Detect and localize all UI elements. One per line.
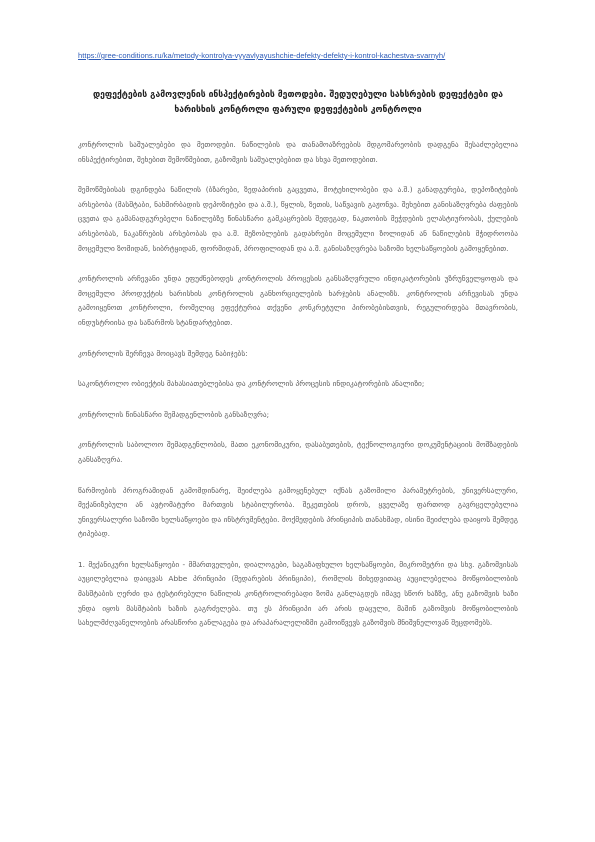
paragraph: კონტროლის არჩევანი უნდა ეფუძნებოდეს კონტროლის პროცესის განსაზღვრული ინდიკატორების უზრუნველყოფას და მოცემული პროდუქტის ხარისხის კონტროლის განხორციელების ხარჯების ანალიზს. კონტროლის არჩევისას უნდა გამოიყენოთ კონტროლი, რომელიც ეფექტურია თქვენი კონკრეტული პირობებისთვის, რეგულირდება მთავრობის, ინდუსტრიისა და საწარმოს სტანდარტებით. — [78, 274, 518, 327]
document-title: დეფექტების გამოვლენის ინსპექტირების მეთოდები. შედუღებული სახსრების დეფექტები და ხარისხის კონტროლი ფარული დეფექტების კონტროლი — [92, 90, 504, 115]
paragraph: კონტროლის საბოლოო შემადგენლობის, მათი ეკონომიკური, დასაბუთების, ტექნოლოგიური დოკუმენტაციის მოშზადების განსაზღვრა. — [78, 440, 518, 464]
paragraph: 1. მექანიკური ხელსაწყოები - მმართველები, დიალოგები, საგაზაფხულო ხელსაწყოები, მიკრომეტრი და სხვ. გაზომვისას აუცილებელია დაიცვას Abbe პრინციპი (შედარების პრინციპი), რომლის მიხედვითაც აუცილებელია მოწყობილობის მასშტაბის ღერძი და ტესტირებული ნაწილის კონტროლირებადი ზომა განლაგდეს იმავე სწორ ხაზზე, ანუ გაზომვის ხაზი უნდა იყოს მასშტაბის ხაზის გაგრძელება. თუ ეს პრინციპი არ არის დაცული, მაშინ გაზომვის მოწყობილობის სახელმძღვანელოების არასწორი განლაგება და არაპარალელიზმი გამოიწვევს გაზომვის მნიშვნელოვან შეცდომებს. — [78, 559, 518, 628]
document-page — [78, 42, 518, 647]
paragraph: კონტროლის წინასწარი შემადგენლობის განსაზღვრა; — [78, 409, 270, 419]
paragraph: კონტროლის შერჩევა მოიცავს შემდეგ ნაბიჯებს: — [78, 348, 248, 358]
paragraph: შემოწმებისას დგინდება ნაწილის (ბზარები, ზედაპირის გაცვეთა, მოტეხილობები და ა.შ.) განადგურება, დეპოზიტების არსებობა (მასშტაბი, ნახშირბადის დეპოზიტები და ა.შ.), წყლის, ზეთის, საწვავის გაჟონვა. შეხებით განისაზღვრება ძაფების ცვეთა და გამანადგურებელი ნაწილებზე წინასწარი გამკაცრების შედეგად, ნაკთობის მეჭდების ელასტიურობას, ქულების არსებობას, ნაკაწრების არსებობას და ა.შ. მეზობლების გადახრები მოცემული ზოლიდან ან ნაწილების მჭიდროობა მოცემული ზომიდან, სიბრტყიდან, ფორმიდან, პროფილიდან და ა.შ. განისაზღვრება საზომი ხელსაწყოების გამოყენებით. — [78, 185, 518, 253]
source-url-link[interactable]: https://gree-conditions.ru/ka/metody-kontrolya-vyyavlyayushchie-defekty-defekty-i-kontrol-kachestva-svarnyh/ — [78, 51, 446, 60]
paragraph: წარმოების პროგრამიდან გამომდინარე, შეიძლება გამოყენებულ იქნას გაზომილი პარამეტრების, უნივერსალური, მექანიზებული ან ავტომატური მართვის სტაბილურობა. შეკეთების დროს, ყველაზე ფართოდ გავრცელებულია უნივერსალური საზომი ხელსაწყოები და ინსტრუმენტები. მოქმედების პრინციპის თანახმად, ისინი შეიძლება დაიყოს შემდეგ ტიპებად. — [78, 485, 518, 539]
paragraph: კონტროლის საშუალებები და მეთოდები. ნაწილების და თანამოაზრეების მდგომარეობის დადგენა შესაძლებელია ინსპექტირებით, შეხებით შემოწმებით, გაზომვის საშუალებებით და სხვა მეთოდებით. — [78, 140, 518, 164]
paragraph: საკონტროლო ობიექტის მახასიათებლებისა და კონტროლის პროცესის ინდიკატორების ანალიზი; — [78, 379, 425, 389]
